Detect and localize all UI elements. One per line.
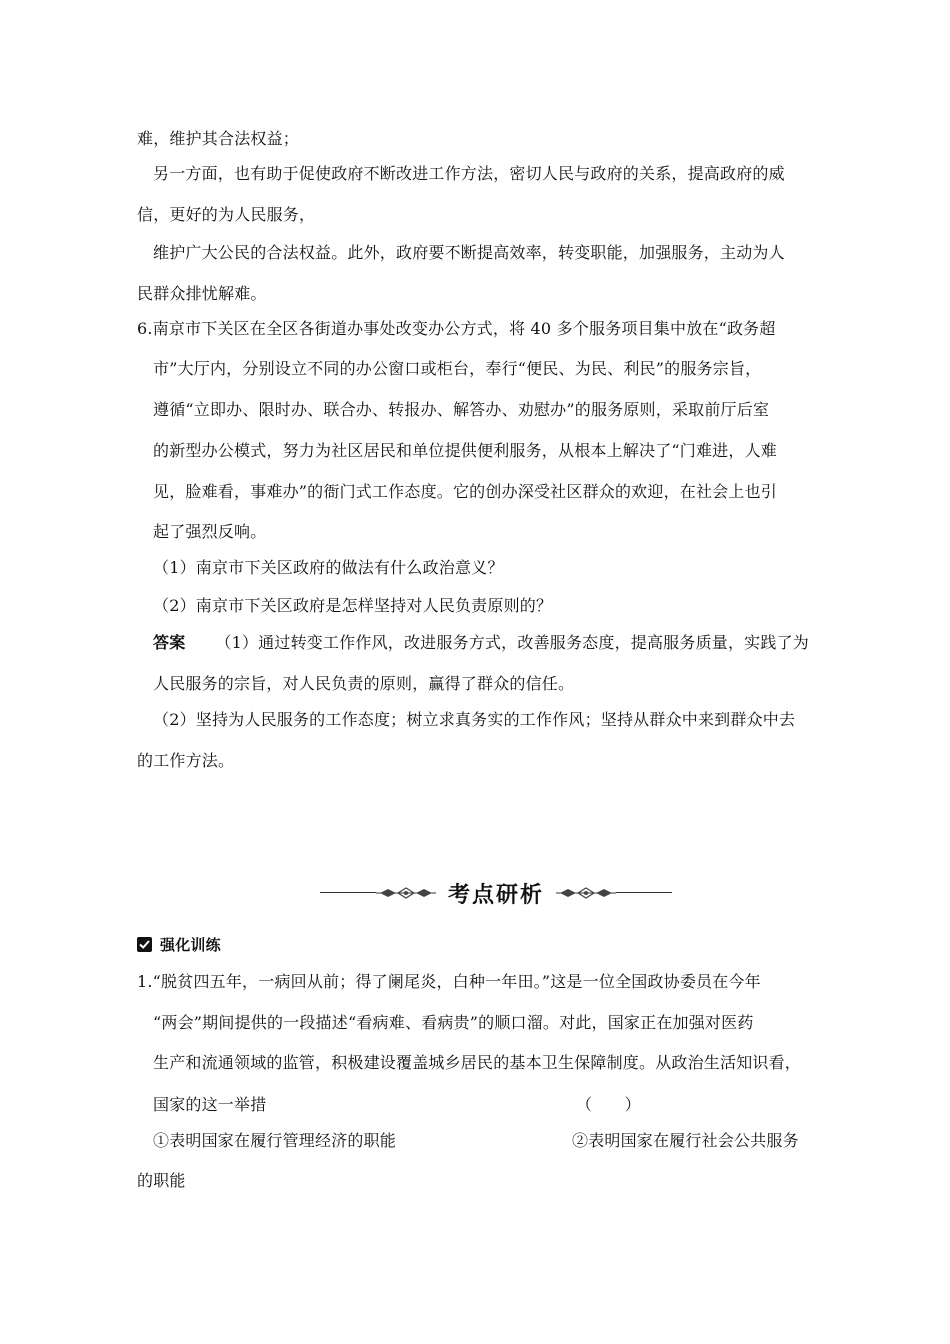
question-6-line: 市”大厅内，分别设立不同的办公窗口或柜台，奉行“便民、为民、利民”的服务宗旨， bbox=[153, 359, 762, 378]
option-1: ①表明国家在履行管理经济的职能 bbox=[153, 1131, 397, 1150]
ornament-left-icon bbox=[376, 884, 436, 902]
subsection-title: 强化训练 bbox=[160, 936, 221, 954]
paragraph-line: 民群众排忧解难。 bbox=[137, 284, 267, 303]
sub-question-2: （2）南京市下关区政府是怎样坚持对人民负责原则的？ bbox=[153, 596, 553, 615]
answer-line: 的工作方法。 bbox=[137, 751, 235, 770]
answer-line: （2）坚持为人民服务的工作态度；树立求真务实的工作作风；坚持从群众中来到群众中去 bbox=[153, 710, 796, 729]
question-6-line: 起了强烈反响。 bbox=[153, 522, 267, 541]
answer-blank: （ ） bbox=[576, 1095, 641, 1114]
ornament-right-icon bbox=[556, 884, 616, 902]
section-header bbox=[320, 876, 672, 910]
question-6-line: 见，脸难看，事难办”的衙门式工作态度。它的创办深受社区群众的欢迎，在社会上也引 bbox=[153, 482, 777, 501]
paragraph-line: 维护广大公民的合法权益。此外，政府要不断提高效率，转变职能，加强服务，主动为人 bbox=[153, 243, 785, 262]
question-1-line: 国家的这一举措 bbox=[153, 1095, 267, 1114]
paragraph-line: 信，更好的为人民服务， bbox=[137, 205, 316, 224]
option-2-continued: 的职能 bbox=[137, 1171, 186, 1190]
sub-question-1: （1）南京市下关区政府的做法有什么政治意义？ bbox=[153, 558, 504, 577]
paragraph-line: 难，维护其合法权益； bbox=[137, 129, 300, 148]
answer-line: 人民服务的宗旨，对人民负责的原则，赢得了群众的信任。 bbox=[153, 674, 575, 693]
question-1-line: 生产和流通领域的监管，积极建设覆盖城乡居民的基本卫生保障制度。从政治生活知识看， bbox=[153, 1053, 802, 1072]
header-rule-right bbox=[616, 892, 672, 893]
answer-label: 答案 bbox=[153, 633, 186, 652]
answer-line bbox=[153, 632, 809, 654]
question-6-line: 6.南京市下关区在全区各街道办事处改变办公方式，将 40 多个服务项目集中放在“政务超 bbox=[137, 319, 776, 338]
question-1-line: “两会”期间提供的一段描述“看病难、看病贵”的顺口溜。对此，国家正在加强对医药 bbox=[153, 1013, 754, 1032]
checkbox-icon bbox=[137, 937, 152, 952]
question-6-line: 的新型办公模式，努力为社区居民和单位提供便利服务，从根本上解决了“门难进，人难 bbox=[153, 441, 777, 460]
header-rule-left bbox=[320, 892, 376, 893]
answer-text-1: （1）通过转变工作作风，改进服务方式，改善服务态度，提高服务质量，实践了为 bbox=[215, 633, 809, 652]
option-2: ②表明国家在履行社会公共服务 bbox=[572, 1131, 799, 1150]
question-6-line: 遵循“立即办、限时办、联合办、转报办、解答办、劝慰办”的服务原则，采取前厅后室 bbox=[153, 400, 770, 419]
paragraph-line: 另一方面，也有助于促使政府不断改进工作方法，密切人民与政府的关系，提高政府的威 bbox=[153, 164, 785, 183]
section-title: 考点研析 bbox=[447, 883, 544, 908]
question-1-line: 1.“脱贫四五年，一病回从前；得了阑尾炎，白种一年田。”这是一位全国政协委员在今年 bbox=[137, 972, 761, 991]
